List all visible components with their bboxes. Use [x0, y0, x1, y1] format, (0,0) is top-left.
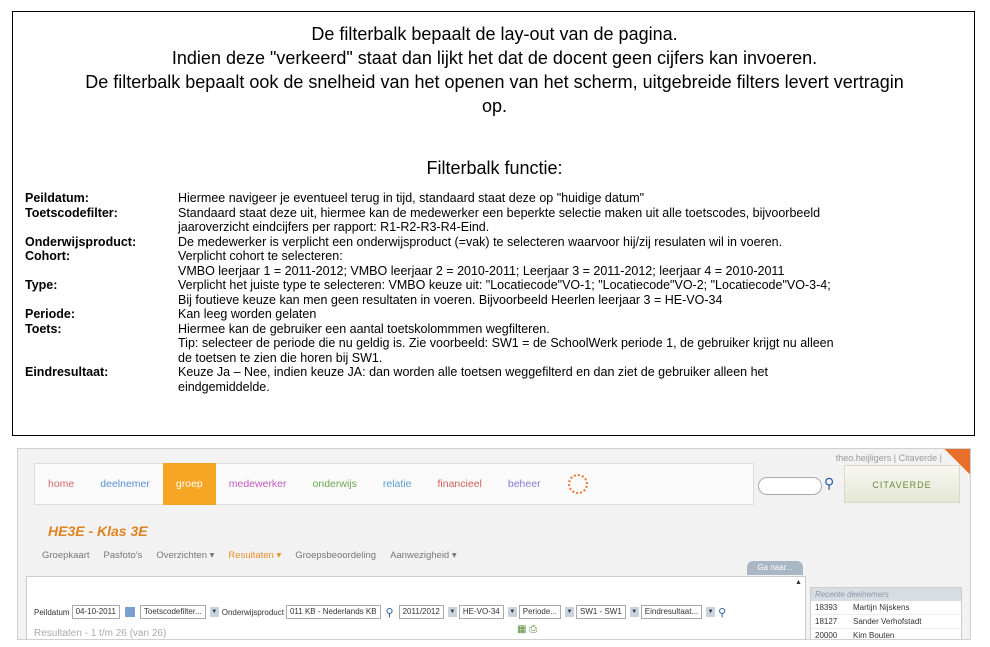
definition-term: Toets: — [25, 321, 62, 336]
description-line: jaaroverzicht eindcijfers per rapport: R1-R2-R3-R4-Eind. — [178, 220, 490, 234]
intro-line: Indien deze "verkeerd" staat dan lijkt het dat de docent geen cijfers kan invoeren. — [171, 48, 818, 68]
description-line: Hiermee navigeer je eventueel terug in tijd, standaard staat deze op "huidige datum" — [178, 191, 645, 205]
student-id: 18393 — [815, 603, 838, 612]
peildatum-label: Peildatum — [34, 607, 70, 617]
filter-bar — [34, 605, 729, 619]
description-line: Verplicht het juiste type te selecteren: VMBO keuze uit: "Locatiecode"VO-1; "Locatiecode"VO-2; "Locatiecode"VO-3-4; — [178, 278, 831, 292]
definition-description — [178, 249, 965, 278]
brand-logo: CITAVERDE — [844, 465, 960, 503]
search-icon[interactable]: ⚲ — [824, 475, 835, 491]
sub-nav — [42, 550, 471, 561]
definition-term: Onderwijsproduct: — [25, 234, 137, 249]
chevron-down-icon[interactable]: ▼ — [707, 609, 714, 615]
export-print-icon[interactable]: ▦ ⎙ — [517, 624, 538, 635]
description-line: Tip: selecteer de periode die nu geldig is. Zie voorbeeld: SW1 = de SchoolWerk periode 1, de gebruiker krijgt nu alleen — [178, 336, 834, 350]
description-line: Standaard staat deze uit, hiermee kan de medewerker een beperkte selectie maken uit alle toetscodes, bijvoorbeeld — [178, 205, 821, 220]
recent-panel — [810, 587, 962, 640]
student-name: Martijn Nijskens — [853, 603, 910, 612]
calendar-icon[interactable] — [125, 607, 135, 617]
intro-line: op. — [481, 96, 508, 116]
definition-term: Peildatum: — [25, 191, 89, 205]
description-line: VMBO leerjaar 1 = 2011-2012; VMBO leerjaar 2 = 2010-2011; Leerjaar 3 = 2011-2012; leerjaar 4 = 2010-2011 — [178, 263, 785, 278]
student-id: 20000 — [815, 631, 838, 640]
description-line: eindgemiddelde. — [178, 379, 270, 394]
tab-groepsbeoordeling[interactable]: Groepsbeoordeling — [295, 550, 377, 561]
student-id: 18127 — [815, 617, 838, 626]
chevron-down-icon[interactable]: ▼ — [631, 609, 638, 615]
onderwijsproduct-input[interactable]: 011 KB - Nederlands KB — [286, 605, 381, 619]
nav-beheer[interactable]: beheer — [507, 478, 541, 490]
recent-title: Recente deelnemers — [811, 588, 961, 601]
chevron-down-icon[interactable]: ▼ — [449, 609, 456, 615]
definition-description — [178, 206, 965, 235]
definition-row — [25, 206, 965, 235]
chevron-down-icon[interactable]: ▼ — [566, 609, 573, 615]
description-line: Bij foutieve keuze kan men geen resultaten in voeren. Bijvoorbeeld Heerlen leerjaar 3 = HE-VO-34 — [178, 292, 723, 307]
definition-description — [178, 322, 965, 366]
description-line: Keuze Ja – Nee, indien keuze JA: dan worden alle toetsen weggefilterd en dan ziet de gebruiker alleen het — [178, 365, 768, 379]
intro-line: De filterbalk bepaalt ook de snelheid van het openen van het scherm, uitgebreide filters levert vertragin — [85, 72, 904, 92]
tab-pasfotos[interactable]: Pasfoto's — [103, 550, 143, 561]
results-count: Resultaten - 1 t/m 26 (van 26) — [34, 628, 167, 639]
definition-term: Toetscodefilter: — [25, 205, 118, 220]
chevron-down-icon[interactable]: ▼ — [211, 609, 218, 615]
nav-onderwijs[interactable]: onderwijs — [312, 478, 357, 490]
definition-term: Eindresultaat: — [25, 365, 109, 379]
page-title: HE3E - Klas 3E — [48, 523, 148, 539]
description-line: Hiermee kan de gebruiker een aantal toetskolommmen wegfilteren. — [178, 321, 550, 336]
tab-overzichten[interactable]: Overzichten ▾ — [156, 550, 215, 561]
nav-groep[interactable]: groep — [163, 463, 216, 505]
description-line: De medewerker is verplicht een onderwijsproduct (=vak) te selecteren waarvoor hij/zij resulaten wil in voeren. — [178, 234, 783, 249]
definition-list — [25, 191, 965, 394]
definition-row — [25, 322, 965, 366]
definition-description — [178, 365, 965, 394]
app-screenshot — [17, 448, 971, 640]
description-line: de toetsen te zien die horen bij SW1. — [178, 350, 383, 365]
main-nav — [34, 463, 754, 505]
content-panel — [26, 576, 806, 640]
definition-description — [178, 278, 965, 307]
description-line: Kan leeg worden gelaten — [178, 307, 317, 321]
tab-aanwezigheid[interactable]: Aanwezigheid ▾ — [390, 550, 457, 561]
nav-relatie[interactable]: relatie — [382, 478, 412, 490]
list-item[interactable] — [811, 629, 961, 640]
type-select[interactable]: HE-VO-34 — [459, 605, 504, 619]
user-link[interactable]: theo.heijligers | Citaverde | — [835, 453, 942, 463]
section-title: Filterbalk functie: — [426, 158, 563, 178]
toetscode-value: Toetscodefilter... — [143, 607, 202, 616]
student-name: Kim Bouten — [853, 631, 895, 640]
definition-row — [25, 235, 965, 250]
search-input[interactable] — [758, 477, 822, 495]
search-icon[interactable]: ⚲ — [385, 606, 394, 619]
search-icon[interactable]: ⚲ — [718, 606, 727, 619]
intro-line: De filterbalk bepaalt de lay-out van de pagina. — [311, 24, 678, 44]
definition-row — [25, 365, 965, 394]
nav-home[interactable]: home — [48, 478, 75, 490]
nav-deelnemer[interactable]: deelnemer — [100, 478, 150, 490]
definition-description — [178, 191, 965, 206]
definition-description — [178, 307, 965, 322]
list-item[interactable] — [811, 615, 961, 629]
document-box — [12, 11, 975, 436]
peildatum-input[interactable]: 04-10-2011 — [72, 605, 120, 619]
definition-description — [178, 235, 965, 250]
toetscode-select[interactable] — [140, 605, 206, 619]
definition-term: Periode: — [25, 307, 76, 321]
tab-groepkaart[interactable]: Groepkaart — [42, 550, 90, 561]
definition-term: Cohort: — [25, 249, 71, 263]
nav-financieel[interactable]: financieel — [437, 478, 482, 490]
ga-naar-tab[interactable]: Ga naar... — [747, 561, 803, 575]
student-name: Sander Verhofstadt — [853, 617, 922, 626]
definition-term: Type: — [25, 278, 58, 292]
eindresultaat-select[interactable]: Eindresultaat... — [641, 605, 702, 619]
definition-row — [25, 249, 965, 278]
toets-select[interactable]: SW1 - SW1 — [576, 605, 626, 619]
intro-text — [13, 22, 976, 118]
tab-resultaten[interactable]: Resultaten ▾ — [228, 550, 282, 561]
definition-row — [25, 191, 965, 206]
scroll-up-arrow[interactable]: ▲ — [795, 579, 802, 586]
nav-medewerker[interactable]: medewerker — [228, 478, 287, 490]
definition-row — [25, 278, 965, 307]
cohort-select[interactable]: 2011/2012 — [399, 605, 444, 619]
list-item[interactable] — [811, 601, 961, 615]
onderwijsproduct-label: Onderwijsproduct — [221, 607, 284, 617]
description-line: Verplicht cohort te selecteren: — [178, 249, 343, 263]
chevron-down-icon[interactable]: ▼ — [509, 609, 516, 615]
definition-row — [25, 307, 965, 322]
periode-select[interactable]: Periode... — [519, 605, 561, 619]
flower-icon[interactable] — [568, 474, 588, 494]
